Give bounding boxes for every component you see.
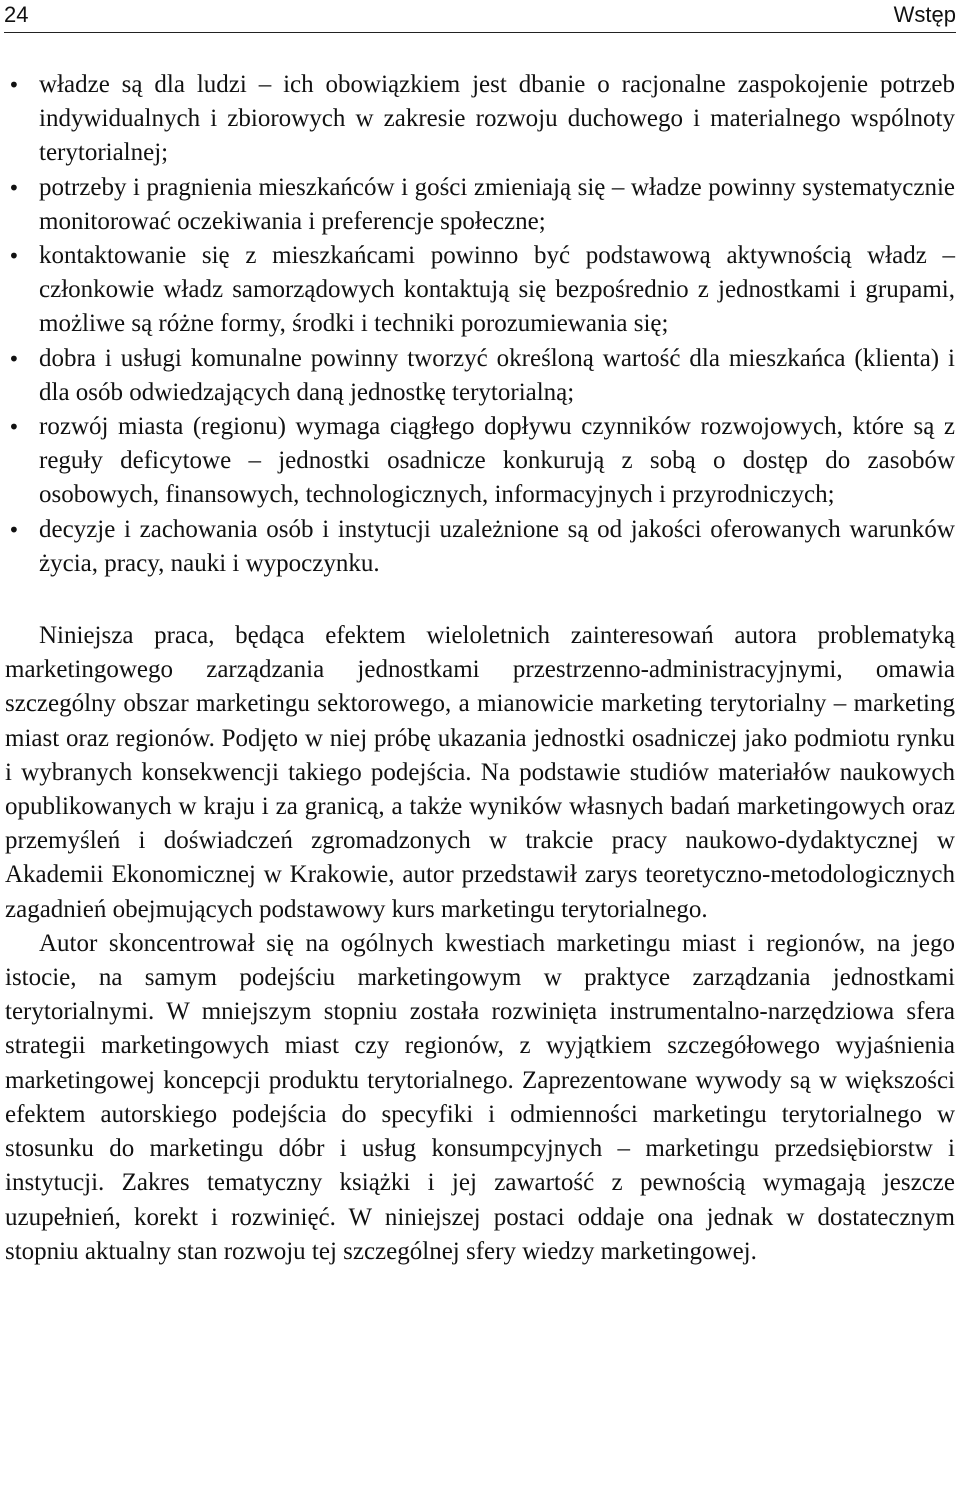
bullet-text: władze są dla ludzi – ich obowiązkiem jest dbanie o racjonalne zaspokojenie potrzeb indywidualnych i zbiorowych w zakresie rozwoju duchowego i materialnego wspólnoty terytorialnej; — [39, 71, 955, 167]
bullet-icon: • — [8, 415, 20, 440]
chapter-title: Wstęp — [893, 2, 956, 27]
running-header — [4, 2, 956, 33]
bullet-text: decyzje i zachowania osób i instytucji uzależnione są od jakości oferowanych warunków życia, pracy, nauki i wypoczynku. — [39, 515, 955, 577]
bullet-icon: • — [8, 346, 20, 371]
bullet-text: rozwój miasta (regionu) wymaga ciągłego dopływu czynników rozwojowych, które są z reguły deficytowe – jednostki osadnicze konkurują z sobą o dostęp do zasobów osobowych, finansowych, technologicznych, informacyjnych i przyrodniczych; — [39, 413, 955, 509]
bullet-icon: • — [8, 517, 20, 542]
bullet-list — [5, 68, 955, 581]
bullet-item — [5, 342, 955, 410]
bullet-icon: • — [8, 175, 20, 200]
bullet-icon: • — [8, 73, 20, 97]
bullet-item — [5, 239, 955, 342]
body-paragraph: Niniejsza praca, będąca efektem wieloletnich zainteresowań autora problematyką marketingowego zarządzania jednostkami przestrzenno-administracyjnymi, omawia szczególny obszar marketingu sektorowego, a mianowicie marketing terytorialny – marketing miast oraz regionów. Podjęto w niej próbę ukazania jednostki osadniczej jako podmiotu rynku i wybranych konsekwencji takiego podejścia. Na podstawie studiów materiałów naukowych opublikowanych w kraju i za granicą, a także wyników własnych badań marketingowych oraz przemyśleń i doświadczeń zgromadzonych w trakcie pracy naukowo-dydaktycznej w Akademii Ekonomicznej w Krakowie, autor przedstawił zarys teoretyczno-metodologicznych zagadnień obejmujących podstawowy kurs marketingu terytorialnego. — [5, 622, 955, 923]
bullet-text: potrzeby i pragnienia mieszkańców i gości zmieniają się – władze powinny systematycznie monitorować oczekiwania i preferencje społeczne; — [39, 173, 955, 235]
page-number: 24 — [4, 2, 29, 27]
bullet-text: kontaktowanie się z mieszkańcami powinno być podstawową aktywnością władz – członkowie władz samorządowych kontaktują się bezpośrednio z jednostkami i grupami, możliwe są różne formy, środki i techniki porozumiewania się; — [39, 242, 955, 338]
bullet-item — [5, 410, 955, 513]
bullet-item — [5, 171, 955, 239]
body-paragraph: Autor skoncentrował się na ogólnych kwestiach marketingu miast i regionów, na jego istocie, na samym podejściu marketingowym w praktyce zarządzania jednostkami terytorialnymi. W mniejszym stopniu została rozwinięta instrumentalno-narzędziowa sfera strategii marketingowych miast czy regionów, z wyjątkiem szczegółowego wyjaśnienia marketingowej koncepcji produktu terytorialnego. Zaprezentowane wywody są w większości efektem autorskiego podejścia do specyfiki i odmienności marketingu terytorialnego w stosunku do marketingu dóbr i usług konsumpcyjnych – marketingu przedsiębiorstw i instytucji. Zakres tematyczny książki i jej zawartość z pewnością wymagają jeszcze uzupełnień, korekt i rozwinięć. W niniejszej postaci oddaje ona jednak w dostatecznym stopniu aktualny stan rozwoju tej szczególnej sfery wiedzy marketingowej. — [5, 929, 955, 1265]
body-text — [5, 68, 955, 1269]
bullet-icon: • — [8, 244, 20, 269]
bullet-item — [5, 513, 955, 581]
bullet-text: dobra i usługi komunalne powinny tworzyć określoną wartość dla mieszkańca (klienta) i dla osób odwiedzających daną jednostkę terytorialną; — [39, 344, 955, 406]
bullet-item — [5, 68, 955, 171]
